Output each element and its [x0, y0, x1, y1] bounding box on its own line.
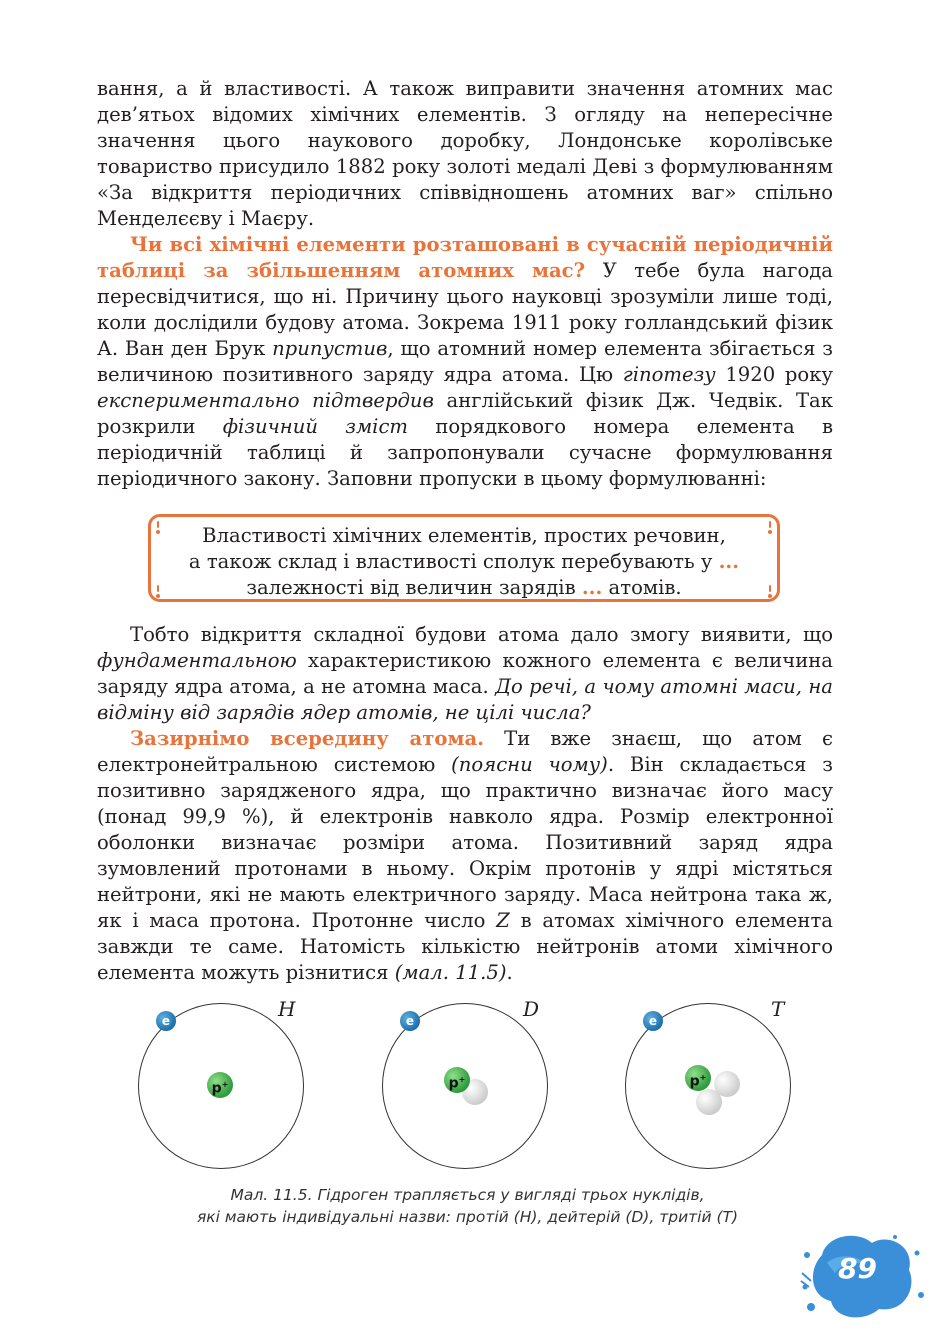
law-line-2: а також склад і властивості сполук перебувають у ...	[188, 550, 740, 573]
electron-icon: e	[643, 1011, 663, 1031]
proton-icon: p+	[444, 1067, 470, 1093]
atom-label: D	[523, 997, 540, 1021]
paragraph-periodic-question: Чи всі хімічні елементи розташовані в сучасній періодичній таблиці за збільшенням атомних мас? У тебе була нагода пересвідчитися, що ні. Причину цього науковці зрозуміли лише тоді, коли дослідили будову атома. Зокрема 1911 року голландський фізик А. Ван ден Брук припустив, що атомний номер елемента збігається з величиною позитивного заряду ядра атома. Цю гіпотезу 1920 року експериментально підтвердив англійський фізик Дж. Чедвік. Так розкрили фізичний зміст порядкового номера елемента в періодичній таблиці й запропонували сучасне формулювання періодичного закону. Заповни пропуски в цьому формулюванні:	[97, 233, 834, 490]
paragraph-intro-text: вання, а й властивості. А також виправити значення атомних мас дев’ятьох відомих хімічних елементів. З огляду на непересічне значення цього наукового доробку, Лондонське королівське товариство присудило 1882 року золоті медалі Деві з формулюванням «За відкриття періодичних співвідношень атомних ваг» спільно Менделєєву і Маєру.	[97, 77, 833, 230]
proton-icon: p+	[685, 1065, 711, 1091]
paragraph-fundamental: Тобто відкриття складної будови атома дало змогу виявити, що фундаментальною характеристикою кожного елемента є величина заряду ядра атома, а не атомна маса. До речі, а чому атомні маси, на відміну від зарядів ядер атомів, не цілі числа?	[97, 623, 833, 724]
paragraph-intro	[97, 76, 833, 232]
proton-icon: p+	[207, 1072, 233, 1098]
law-line-3: залежності від величин зарядів ... атомів.	[246, 576, 682, 599]
atom-tritium	[617, 995, 797, 1175]
page-number: 89	[838, 1252, 877, 1285]
atom-deuterium	[374, 995, 554, 1175]
question-heading: Чи всі хімічні елементи розташовані в сучасній періодичній таблиці за збільшенням атомних мас?	[97, 233, 833, 282]
law-line-1: Властивості хімічних елементів, простих речовин,	[202, 524, 726, 547]
blank-placeholder: ...	[718, 550, 740, 573]
atom-label: T	[771, 997, 785, 1021]
electron-icon: e	[156, 1011, 176, 1031]
electron-icon: e	[400, 1011, 420, 1031]
corner-ornament	[767, 521, 773, 533]
periodic-law-box	[148, 514, 780, 602]
section-heading: Зазирнімо всередину атома.	[130, 727, 484, 750]
atom-protium	[130, 995, 310, 1175]
paragraph-atom-structure: Зазирнімо всередину атома. Ти вже знаєш, що атом є електронейтральною системою (поясни чому). Він складається з позитивно зарядженого ядра, що практично визначає його масу (понад 99,9 %), й електронів навколо ядра. Розмір електронної оболонки визначає розміри атома. Позитивний заряд ядра зумовлений протонами в ньому. Окрім протонів у ядрі містяться нейтрони, які не мають електричного заряду. Маса нейтрона така ж, як і маса протона. Протонне число Z в атомах хімічного елемента завжди те саме. Натомість кількістю нейтронів атоми хімічного елемента можуть різнитися (мал. 11.5).	[97, 727, 833, 984]
atom-label: H	[278, 997, 296, 1021]
figure-caption: Мал. 11.5. Гідроген трапляється у вигляді трьох нуклідів, які мають індивідуальні назви: протій (H), дейтерій (D), тритій (T)	[196, 1186, 739, 1226]
corner-ornament	[155, 521, 161, 533]
blank-placeholder: ...	[581, 576, 603, 599]
corner-ornament	[767, 585, 773, 597]
corner-ornament	[155, 585, 161, 597]
hydrogen-isotopes-figure	[0, 995, 935, 1175]
neutron-icon	[696, 1089, 722, 1115]
